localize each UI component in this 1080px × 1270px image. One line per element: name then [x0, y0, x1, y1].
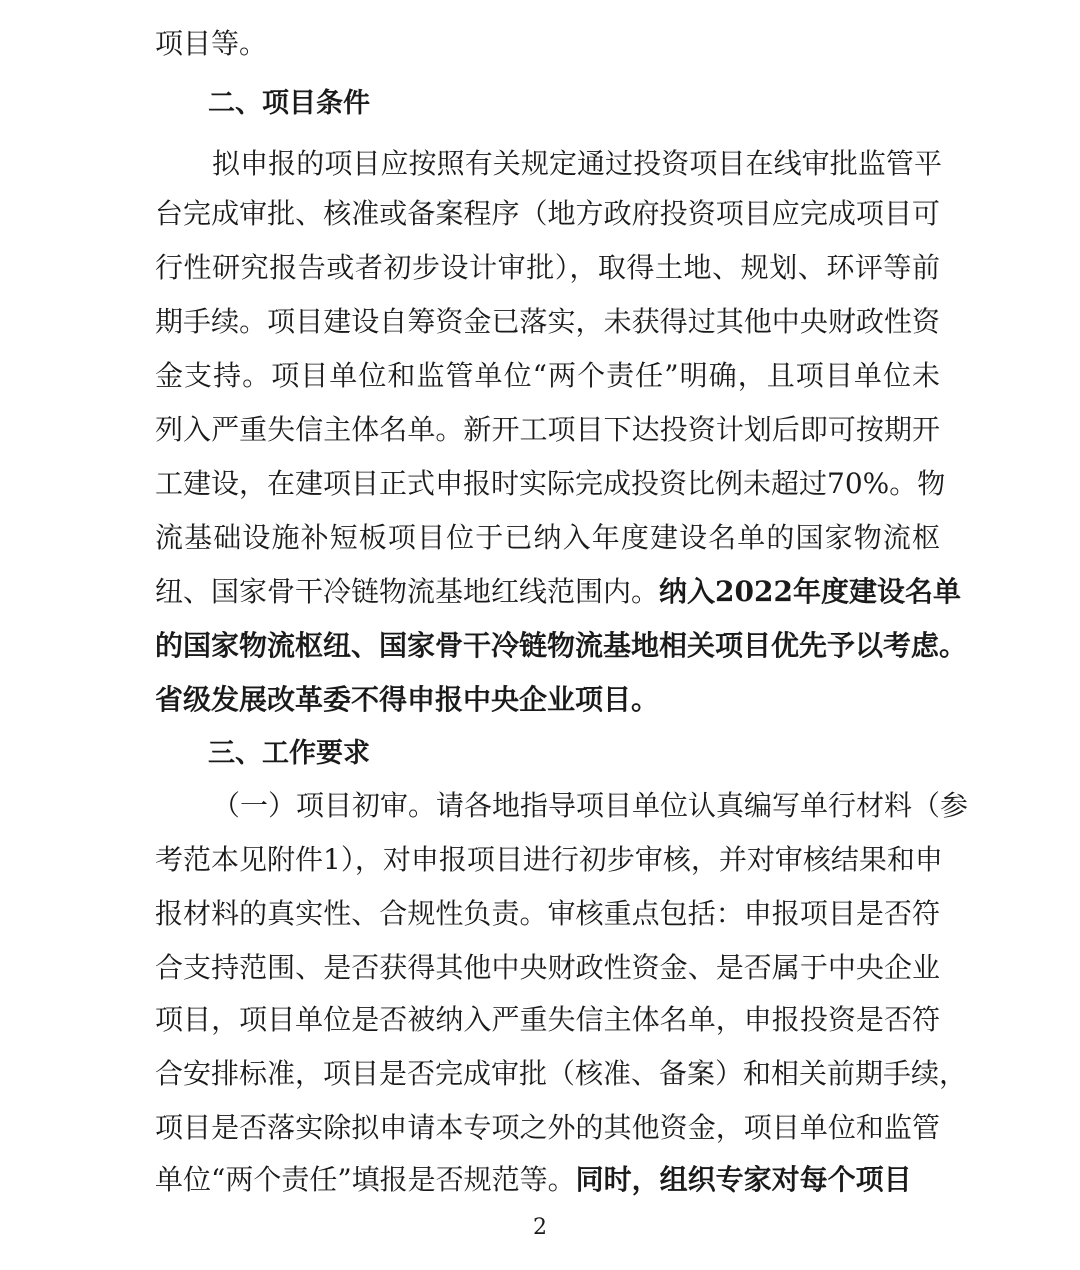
paragraph-line: 合支持范围、是否获得其他中央财政性资金、是否属于中央企业	[155, 951, 940, 984]
paragraph-line: 列入严重失信主体名单。新开工项目下达投资计划后即可按期开	[155, 413, 940, 446]
paragraph-line: 拟申报的项目应按照有关规定通过投资项目在线审批监管平	[212, 147, 942, 180]
paragraph-line: 台完成审批、核准或备案程序（地方政府投资项目应完成项目可	[155, 197, 940, 230]
paragraph-line-emphasis: 省级发展改革委不得申报中央企业项目。	[155, 683, 660, 716]
paragraph-line: 项目是否落实除拟申请本专项之外的其他资金，项目单位和监管	[155, 1111, 940, 1144]
section-heading-conditions: 二、项目条件	[208, 88, 370, 119]
paragraph-line: 合安排标准，项目是否完成审批（核准、备案）和相关前期手续，	[155, 1057, 968, 1090]
paragraph-line: 期手续。项目建设自筹资金已落实，未获得过其他中央财政性资	[155, 305, 940, 338]
paragraph-line: 金支持。项目单位和监管单位“两个责任”明确，且项目单位未	[155, 359, 940, 392]
paragraph-line: 工建设，在建项目正式申报时实际完成投资比例未超过70%。物	[155, 467, 946, 500]
paragraph-line: 行性研究报告或者初步设计审批），取得土地、规划、环评等前	[155, 251, 940, 284]
paragraph-line: 考范本见附件1），对申报项目进行初步审核，并对审核结果和申	[155, 843, 943, 876]
paragraph-fragment: 项目等。	[155, 27, 268, 60]
paragraph-line: 项目，项目单位是否被纳入严重失信主体名单，申报投资是否符	[155, 1003, 940, 1036]
paragraph-line: （一）项目初审。请各地指导项目单位认真编写单行材料（参	[212, 789, 969, 822]
paragraph-line: 流基础设施补短板项目位于已纳入年度建设名单的国家物流枢	[155, 521, 940, 554]
paragraph-line: 报材料的真实性、合规性负责。审核重点包括：申报项目是否符	[155, 897, 940, 930]
page-number: 2	[533, 1215, 547, 1240]
paragraph-line-mixed: 单位“两个责任”填报是否规范等。同时，组织专家对每个项目	[155, 1163, 912, 1196]
paragraph-line-mixed: 纽、国家骨干冷链物流基地红线范围内。纳入2022年度建设名单	[155, 575, 961, 608]
paragraph-line-emphasis: 的国家物流枢纽、国家骨干冷链物流基地相关项目优先予以考虑。	[155, 629, 968, 662]
section-heading-requirements: 三、工作要求	[208, 738, 370, 769]
